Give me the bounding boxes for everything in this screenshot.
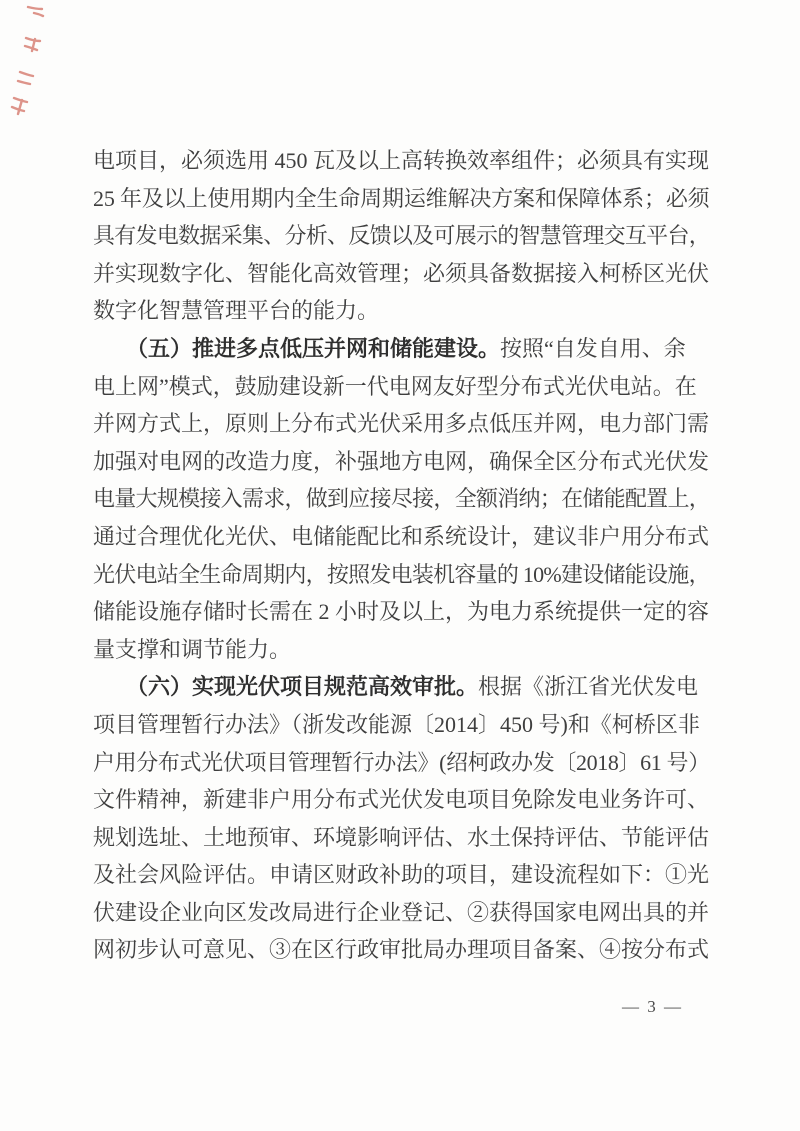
text-line: 通过合理优化光伏、电储能配比和系统设计，建议非户用分布式 bbox=[93, 523, 710, 549]
text-line: 及社会风险评估。申请区财政补助的项目，建设流程如下：①光 bbox=[93, 862, 710, 888]
page-number: — 3 — bbox=[622, 997, 683, 1016]
text-line: 储能设施存储时长需在 2 小时及以上，为电力系统提供一定的容 bbox=[93, 599, 710, 625]
text-line: 网初步认可意见、③在区行政审批局办理项目备案、④按分布式 bbox=[93, 937, 710, 963]
text-line: 户用分布式光伏项目管理暂行办法》(绍柯政办发〔2018〕61 号） bbox=[93, 749, 710, 775]
red-ink-strokes bbox=[12, 7, 43, 114]
section-5-heading: （五）推进多点低压并网和储能建设。 bbox=[93, 335, 501, 361]
text-line: 规划选址、土地预审、环境影响评估、水土保持评估、节能评估 bbox=[93, 824, 710, 850]
text-line: 光伏电站全生命周期内，按照发电装机容量的 10%建设储能设施， bbox=[93, 561, 710, 587]
text-line: 电上网”模式，鼓励建设新一代电网友好型分布式光伏电站。在 bbox=[93, 373, 697, 399]
text-line: 伏建设企业向区发改局进行企业登记、②获得国家电网出具的并 bbox=[93, 899, 710, 925]
text-line: 具有发电数据采集、分析、反馈以及可展示的智慧管理交互平台， bbox=[93, 223, 711, 249]
section-6-heading: （六）实现光伏项目规范高效审批。 bbox=[93, 674, 479, 700]
text-line: 加强对电网的改造力度，补强地方电网，确保全区分布式光伏发 bbox=[93, 448, 710, 474]
text-line: 并实现数字化、智能化高效管理；必须具备数据接入柯桥区光伏 bbox=[93, 260, 710, 286]
text-line bbox=[93, 330, 710, 368]
text-line: 数字化智慧管理平台的能力。 bbox=[93, 298, 380, 324]
section-5-heading-rest: 按照“自发自用、余 bbox=[500, 335, 686, 361]
red-ink-marks bbox=[4, 2, 64, 127]
text-line: 文件精神，新建非户用分布式光伏发电项目免除发电业务许可、 bbox=[93, 787, 710, 813]
text-line: 量支撑和调节能力。 bbox=[93, 636, 292, 662]
text-line: 项目管理暂行办法》（浙发改能源〔2014〕450 号)和《柯桥区非 bbox=[93, 711, 700, 737]
section-6-heading-rest: 根据《浙江省光伏发电 bbox=[478, 674, 699, 700]
document-body bbox=[93, 142, 710, 969]
text-line: 电量大规模接入需求，做到应接尽接，全额消纳；在储能配置上， bbox=[93, 486, 711, 512]
text-line: 电项目，必须选用 450 瓦及以上高转换效率组件；必须具有实现 bbox=[93, 148, 710, 173]
text-line: 25 年及以上使用期内全生命周期运维解决方案和保障体系；必须 bbox=[93, 185, 710, 211]
text-line bbox=[93, 668, 710, 706]
text-line: 并网方式上，原则上分布式光伏采用多点低压并网，电力部门需 bbox=[93, 411, 710, 437]
